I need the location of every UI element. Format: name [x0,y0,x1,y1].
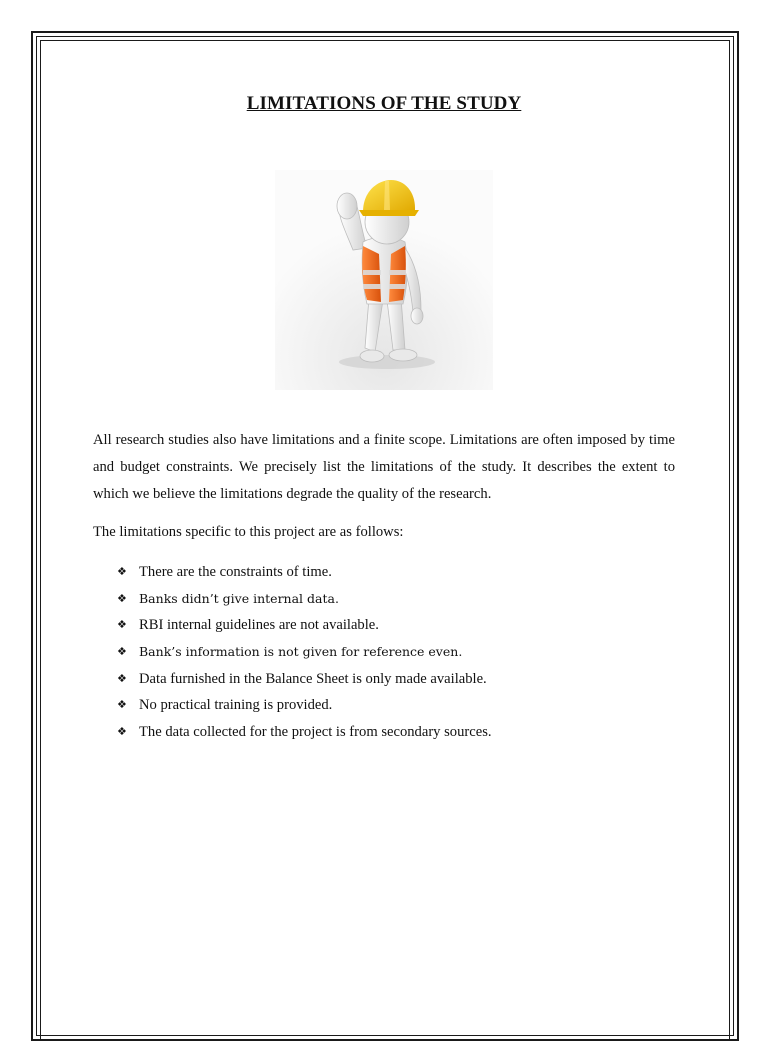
list-item [117,559,492,586]
construction-worker-illustration [275,170,493,390]
list-item [117,666,492,693]
list-item [117,639,492,666]
list-item-text: Data furnished in the Balance Sheet is only made available. [139,670,487,687]
limitations-list [117,559,492,746]
list-item-text: Bank’s information is not given for reference even. [139,644,463,660]
list-item [117,719,492,746]
list-item-text: No practical training is provided. [139,697,333,714]
intro-paragraph: All research studies also have limitations and a finite scope. Limitations are often imposed by time and budget constraints. We precisely list the limitations of the study. It describes the extent to which we believe the limitations degrade the quality of the research. [93,432,675,502]
list-item-text: The data collected for the project is from secondary sources. [139,724,492,741]
list-item-text: Banks didn’t give internal data. [139,590,339,606]
diamond-bullet-icon: ❖ [117,725,127,739]
diamond-bullet-icon: ❖ [117,645,127,659]
diamond-bullet-icon: ❖ [117,565,127,578]
page-title: LIMITATIONS OF THE STUDY [246,93,522,114]
list-item-text: RBI internal guidelines are not available. [139,617,379,634]
diamond-bullet-icon: ❖ [117,618,127,632]
list-item [117,586,492,613]
diamond-bullet-icon: ❖ [117,671,127,685]
diamond-bullet-icon: ❖ [117,591,127,605]
list-item-text: There are the constraints of time. [139,564,332,580]
diamond-bullet-icon: ❖ [117,698,127,712]
list-item [117,612,492,639]
list-item [117,692,492,719]
list-intro-text: The limitations specific to this project are as follows: [93,524,404,540]
